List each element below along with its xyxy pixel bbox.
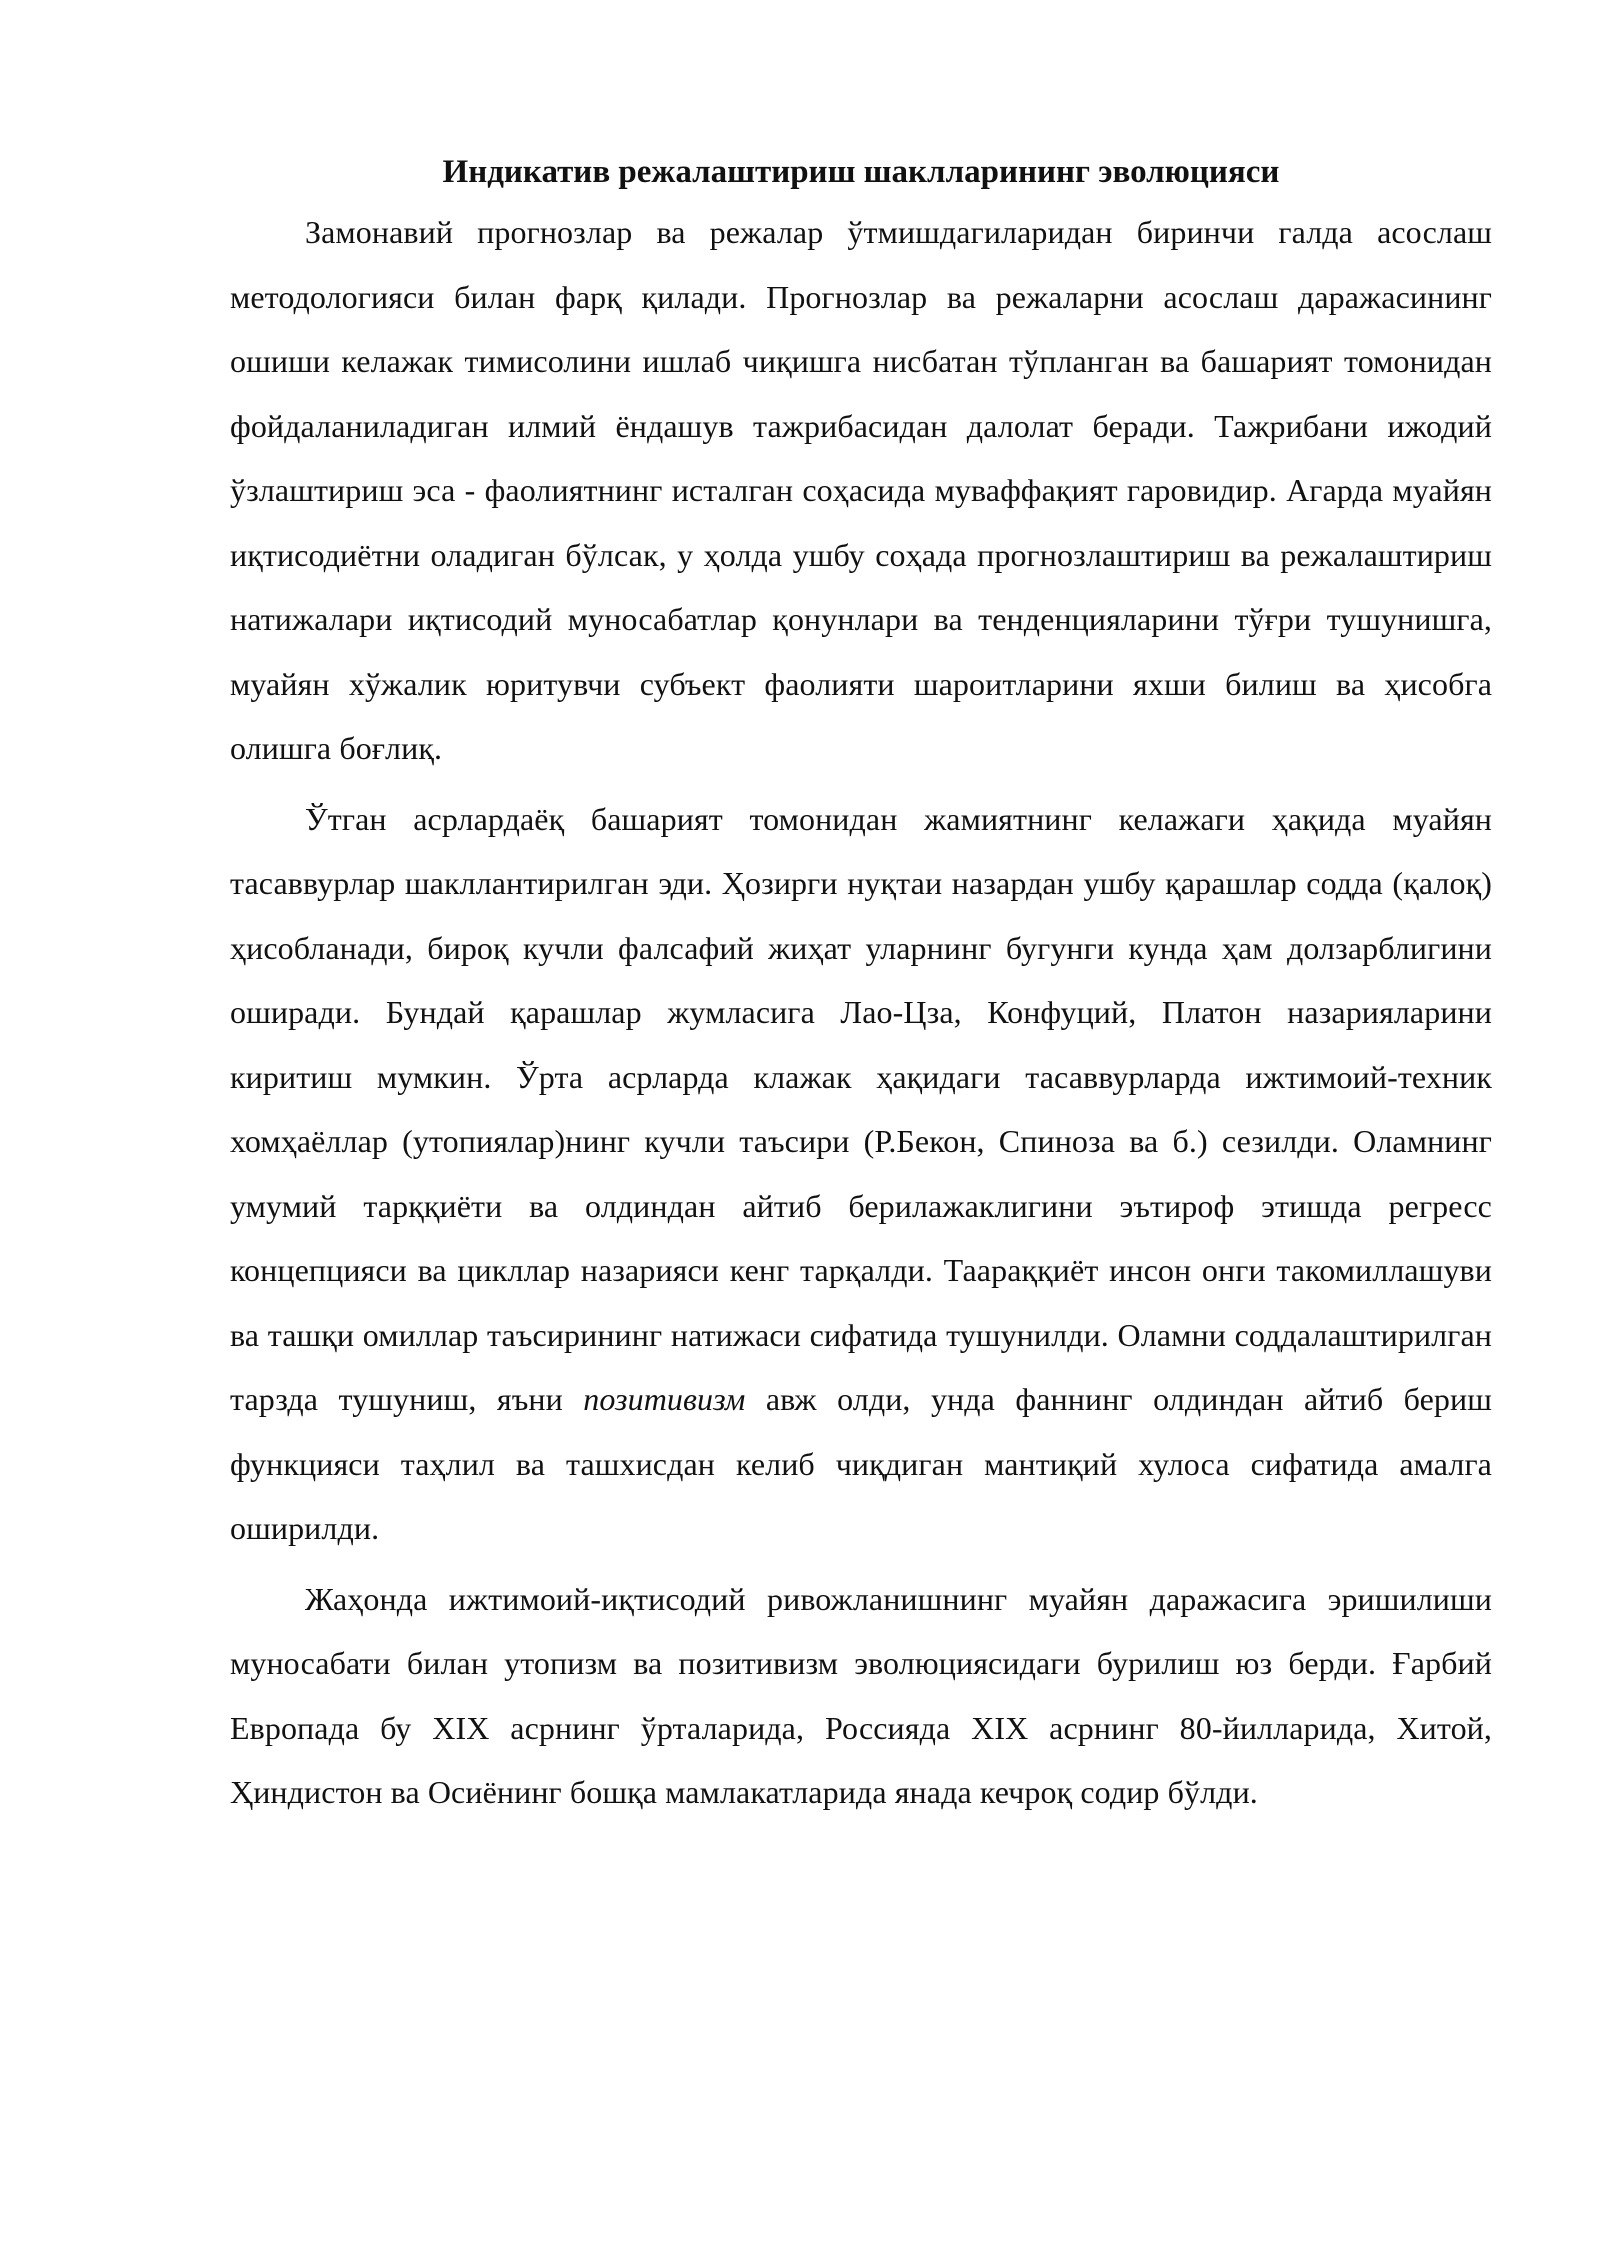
document-page [230, 150, 1492, 1831]
paragraph-2-text-before: Ўтган асрлардаёқ башарият томонидан жамиятнинг келажаги ҳақида муайян тасаввурлар шакллантирилган эди. Ҳозирги нуқтаи назардан ушбу қарашлар содда (қалоқ) ҳисобланади, бироқ кучли фалсафий жиҳат уларнинг бугунги кунда ҳам долзарблигини оширади. Бундай қарашлар жумласига Лао-Цза, Конфуций, Платон назарияларини киритиш мумкин. Ўрта асрларда клажак ҳақидаги тасаввурларда ижтимоий-техник хомҳаёллар (утопиялар)нинг кучли таъсири (Р.Бекон, Спиноза ва б.) сезилди. Оламнинг умумий тарққиёти ва олдиндан айтиб берилажаклигини эътироф этишда регресс концепцияси ва цикллар назарияси кенг тарқалди. Таараққиёт инсон онги такомиллашуви ва ташқи омиллар таъсирининг натижаси сифатида тушунилди. Оламни соддалаштирилган тарзда тушуниш, яъни [230, 800, 1492, 1417]
paragraph-1: Замонавий прогнозлар ва режалар ўтмишдагиларидан биринчи галда асослаш методологияси билан фарқ қилади. Прогнозлар ва режаларни асослаш даражасининг ошиши келажак тимисолини ишлаб чиқишга нисбатан тўпланган ва башарият томонидан фойдаланиладиган илмий ёндашув тажрибасидан далолат беради. Тажрибани ижодий ўзлаштириш эса - фаолиятнинг исталган соҳасида муваффақият гаровидир. Агарда муайян иқтисодиётни оладиган бўлсак, у ҳолда ушбу соҳада прогнозлаштириш ва режалаштириш натижалари иқтисодий муносабатлар қонунлари ва тенденцияларини тўғри тушунишга, муайян хўжалик юритувчи субъект фаолияти шароитларини яхши билиш ва ҳисобга олишга боғлиқ. [230, 214, 1492, 766]
paragraph-2-text-after: авж олди, унда фаннинг олдиндан айтиб бериш функцияси таҳлил ва ташхисдан келиб чиқдиган мантиқий хулоса сифатида амалга оширилди. [230, 1381, 1492, 1546]
emphasized-term: позитивизм [583, 1381, 746, 1417]
paragraph-3: Жаҳонда ижтимоий-иқтисодий ривожланишнинг муайян даражасига эришилиши муносабати билан утопизм ва позитивизм эволюциясидаги бурилиш юз берди. Ғарбий Европада бу XIX асрнинг ўрталарида, Россияда XIX асрнинг 80-йилларида, Хитой, Ҳиндистон ва Осиёнинг бошқа мамлакатларида янада кечроқ содир бўлди. [230, 1580, 1492, 1810]
paragraph-2 [230, 787, 1492, 1561]
document-title: Индикатив режалаштириш шаклларининг эволюцияси [442, 154, 1280, 190]
